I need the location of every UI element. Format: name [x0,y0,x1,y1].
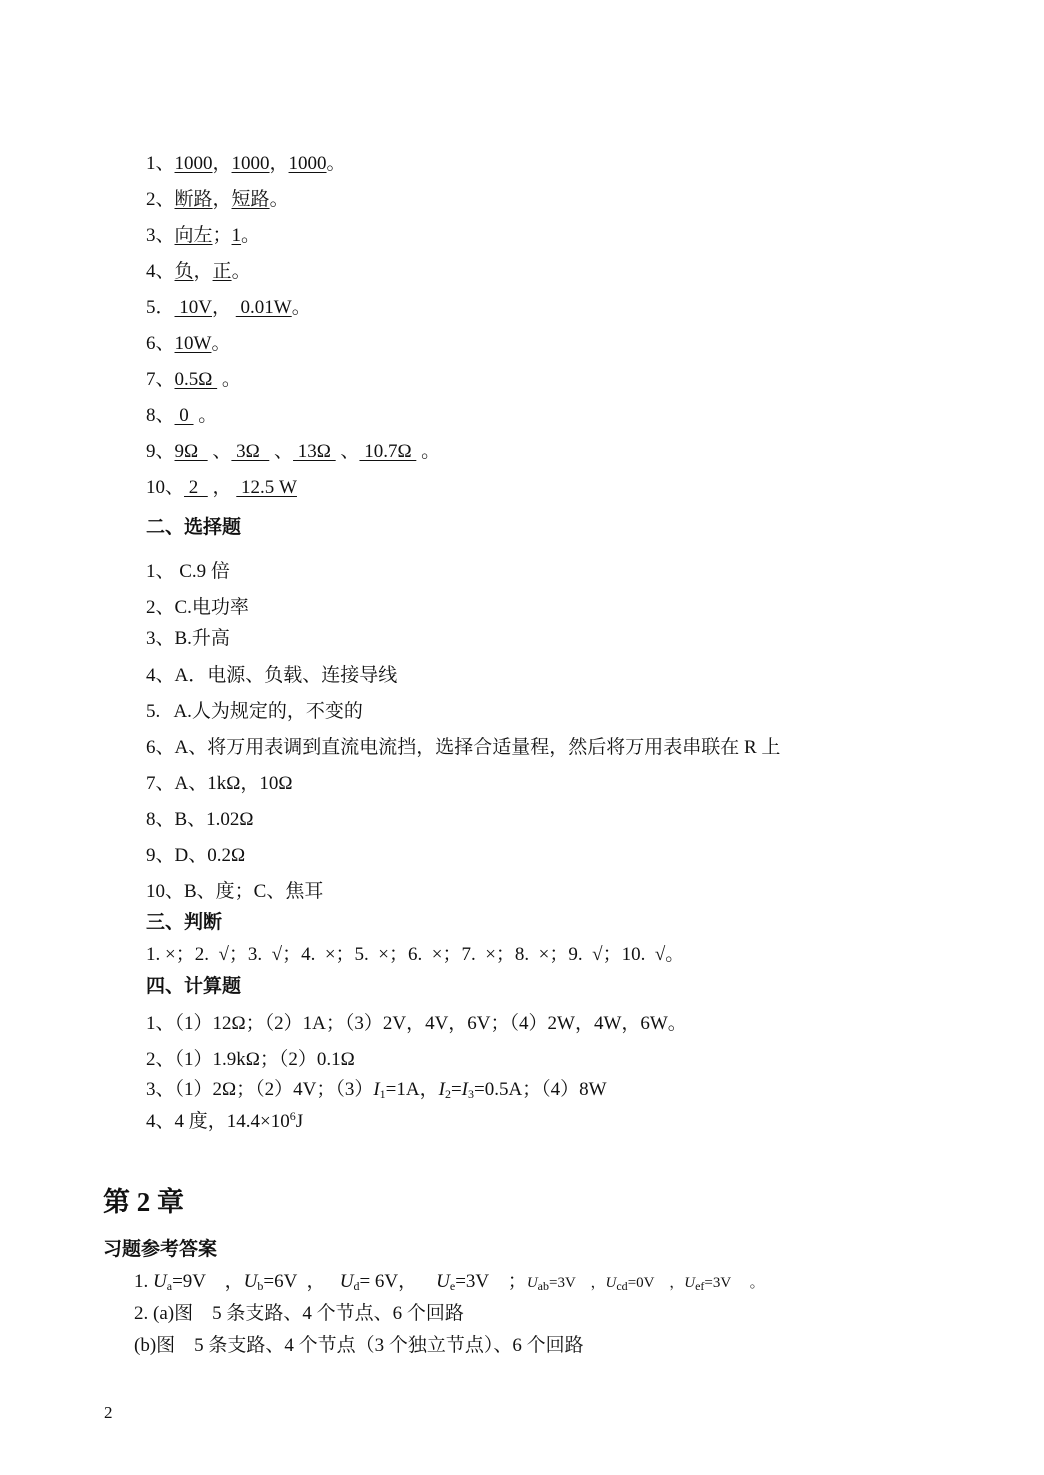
choice-answer-line: 3、B.升高 [146,628,230,649]
choice-answer-line: 10、B、度；C、焦耳 [146,881,324,902]
fill-answer-line [146,440,440,464]
fill-answer-line [146,224,260,248]
punctuation: 。 [416,441,441,462]
punctuation: 。 [269,189,289,210]
choice-answer-line: 8、B、1.02Ω [146,809,254,830]
ch2-answer-2b: (b)图 5 条支路、4 个节点（3 个独立节点）、6 个回路 [134,1335,584,1356]
item-number: 1、 [146,153,175,174]
fill-answer-line [146,368,241,392]
underlined-answer: 13Ω [293,441,336,462]
underlined-answer: 0.01W [235,297,292,318]
punctuation: 、 [207,441,232,462]
underlined-answer: 1000 [231,153,270,174]
underlined-answer: 0 [174,405,194,426]
item-number: 9、 [146,441,175,462]
fill-answer-line [146,260,251,284]
item-number: 10、 [146,477,185,498]
punctuation: 。 [231,261,251,282]
underlined-answer: 10W [174,333,212,354]
choice-answer-line: 1、 C.9 倍 [146,561,230,582]
calc-answer-3: 3、（1）2Ω；（2）4V；$(3)I_1=1A$，$I_2=I_3=0.5A$；（4）8W [146,1079,607,1101]
punctuation: 。 [241,225,261,246]
underlined-answer: 正 [212,261,232,282]
item-number: 5． [146,297,175,318]
ch2-answer-2a: 2. (a)图 5 条支路、4 个节点、6 个回路 [134,1303,464,1324]
fill-answer-line [146,332,230,356]
punctuation: ， [212,297,236,318]
punctuation: ， [193,261,213,282]
underlined-answer: 10V [174,297,212,318]
choice-answer-line: 9、D、0.2Ω [146,845,246,866]
punctuation: ； [212,225,232,246]
punctuation: 。 [291,297,311,318]
underlined-answer: 12.5 W [236,477,297,498]
punctuation: 、 [269,441,294,462]
punctuation: 。 [217,369,241,390]
underlined-answer: 0.5Ω [174,369,218,390]
underlined-answer: 1000 [288,153,327,174]
item-number: 3、 [146,225,175,246]
section-judge-heading: 三、判断 [146,912,223,933]
punctuation: ， [269,153,289,174]
item-number: 7、 [146,369,175,390]
calc-answer-4: 4、4 度，$14.4\times 10^6J$ [146,1109,304,1132]
judge-answers: 1. ×；2. √；3. √；4. ×；5. ×；6. ×；7. ×；8. ×；9. √；10. √。 [146,944,685,965]
underlined-answer: 9Ω [174,441,208,462]
item-number: 2、 [146,189,175,210]
fill-answer-line [146,188,289,212]
underlined-answer: 断路 [174,189,213,210]
choice-answer-line: 4、A．电源、负载、连接导线 [146,665,398,686]
underlined-answer: 3Ω [231,441,270,462]
fill-answer-line [146,476,297,500]
underlined-answer: 向左 [174,225,213,246]
item-number: 4、 [146,261,175,282]
fill-answer-line [146,296,311,320]
fill-answer-line [146,152,346,176]
punctuation: 。 [193,405,218,426]
punctuation: 。 [326,153,346,174]
underlined-answer: 10.7Ω [359,441,417,462]
calc-answer-1: 1、（1）12Ω；（2）1A；（3）2V，4V，6V；（4）2W，4W，6W。 [146,1013,687,1034]
punctuation: ， [212,189,232,210]
item-number: 6、 [146,333,175,354]
underlined-answer: 负 [174,261,194,282]
punctuation: ， [212,153,232,174]
item-number: 8、 [146,405,175,426]
chapter-title: 第 2 章 [103,1187,184,1217]
punctuation: 、 [335,441,360,462]
page-number: 2 [104,1403,113,1422]
calc-answer-2: 2、（1）1.9kΩ；（2）0.1Ω [146,1049,355,1070]
answers-title: 习题参考答案 [103,1239,218,1260]
section-calc-heading: 四、计算题 [146,976,242,997]
choice-answer-line: 7、A、1kΩ，10Ω [146,773,293,794]
section-choice-heading: 二、选择题 [146,517,242,538]
underlined-answer: 1000 [174,153,213,174]
choice-answer-line: 2、C.电功率 [146,597,249,618]
punctuation: ， [207,477,237,498]
fill-answer-line [146,404,217,428]
punctuation: 。 [211,333,231,354]
underlined-answer: 1 [231,225,242,246]
underlined-answer: 短路 [231,189,270,210]
choice-answer-line: 5. A.人为规定的，不变的 [146,701,363,722]
ch2-answer-1: 1. $U_a=9V$ ，$U_b=6V$ ， $U_d= 6V$， $U_e=3V$ ；$U_{ab}=3V$ ，$U_{cd}=0V$ ，$U_{ef}=3V$ 。 [134,1271,765,1293]
underlined-answer: 2 [184,477,208,498]
choice-answer-line: 6、A、将万用表调到直流电流挡，选择合适量程，然后将万用表串联在 R 上 [146,737,781,758]
